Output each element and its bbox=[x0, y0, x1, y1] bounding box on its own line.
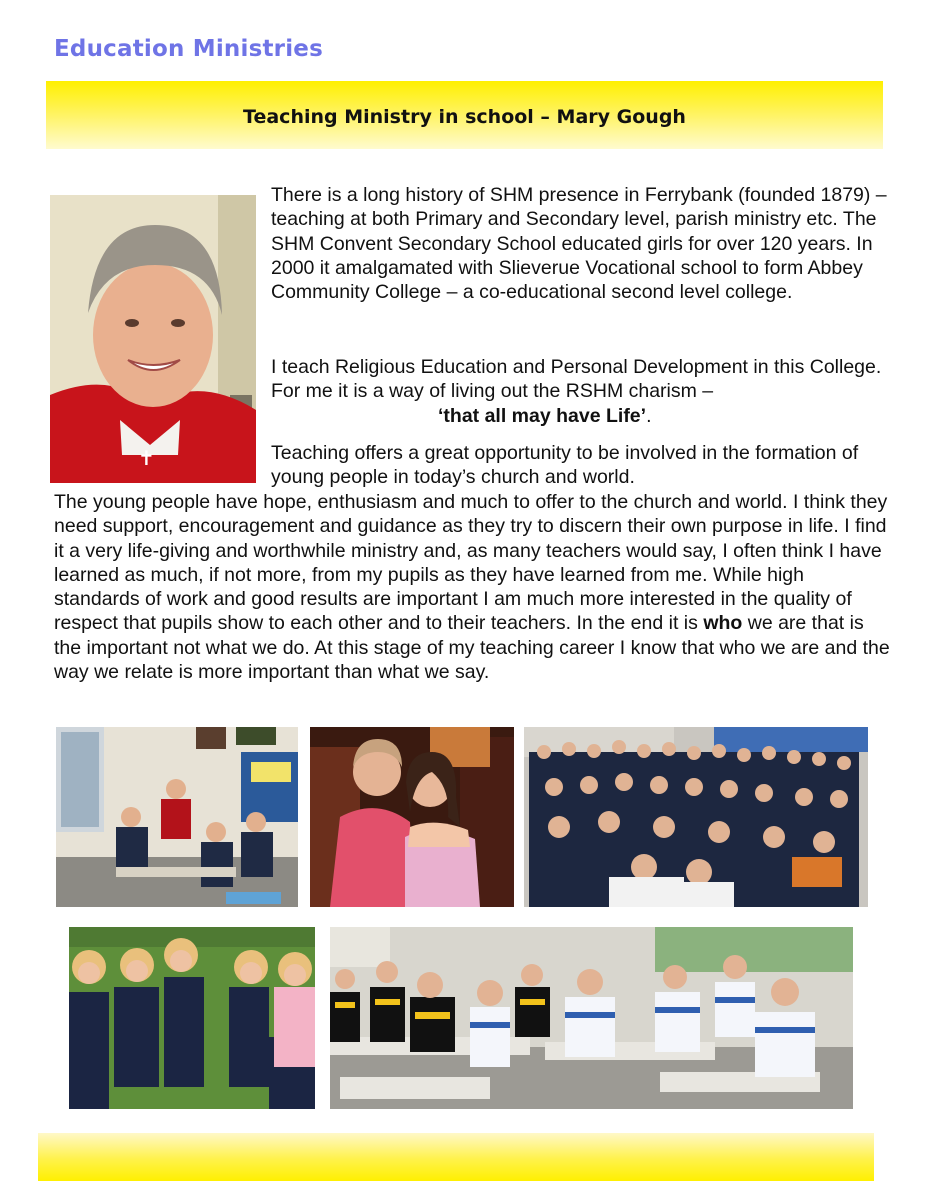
classroom-jerseys-photo bbox=[330, 927, 853, 1109]
charism-motto-end: . bbox=[646, 404, 652, 427]
paragraph-teaching bbox=[271, 355, 891, 428]
paragraph-opportunity-text-b: we are that is the important not what we do. At this stage of my teaching career I know that who we are and the way we relate is more important than what we say. bbox=[54, 612, 890, 684]
paragraph-teaching-text: I teach Religious Education and Personal Development in this College. For me it is a way of living out the RSHM charism – bbox=[271, 356, 882, 403]
paragraph-opportunity bbox=[54, 490, 894, 684]
classroom-photo bbox=[56, 727, 298, 907]
article-title: Teaching Ministry in school – Mary Gough bbox=[243, 106, 686, 128]
title-banner bbox=[46, 81, 883, 149]
paragraph-history: There is a long history of SHM presence in Ferrybank (founded 1879) – teaching at both Primary and Secondary level, parish ministry etc. The SHM Convent Secondary School educated girls for over 120 years. In 2000 it amalgamated with Slieverue Vocational school to form Abbey Community College – a co-educational second level college. bbox=[271, 184, 887, 304]
section-heading: Education Ministries bbox=[54, 36, 323, 62]
two-women-photo bbox=[310, 727, 514, 907]
emphasis-who: who bbox=[703, 612, 743, 635]
assembly-hall-photo bbox=[524, 727, 868, 907]
charism-motto bbox=[271, 404, 891, 428]
charism-motto-text: ‘that all may have Life’ bbox=[438, 404, 647, 427]
paragraph-opportunity-text-a: The young people have hope, enthusiasm and much to offer to the church and world. I think they need support, encouragement and guidance as they try to discern their own purpose in life. I find it a very life-giving and worthwhile ministry and, as many teachers would say, I often think I have learned as much, if not more, from my pupils as they have learned from me. While high standards of work and good results are important I am much more interested in the quality of respect that pupils show to each other and to their teachers. In the end it is bbox=[54, 491, 888, 635]
students-on-grass-photo bbox=[69, 927, 315, 1109]
paragraph-opportunity-start: Teaching offers a great opportunity to be involved in the formation of young people in today’s church and world. bbox=[271, 442, 859, 489]
svg-text:✝: ✝ bbox=[138, 446, 155, 470]
portrait-photo bbox=[50, 195, 256, 483]
footer-banner bbox=[38, 1133, 874, 1181]
